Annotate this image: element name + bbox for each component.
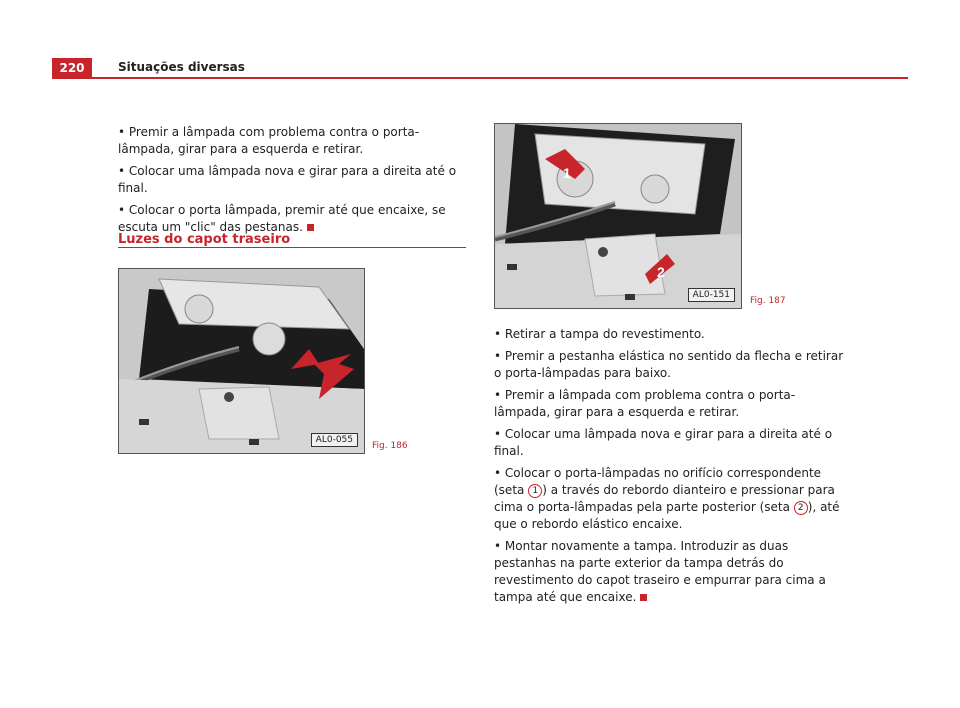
end-mark-icon — [307, 224, 314, 231]
instruction-text: ), até que o rebordo elástico encaixe. — [494, 500, 840, 531]
instruction-text: • Colocar o porta-lâmpadas no orifício correspondente (seta — [494, 466, 822, 497]
instruction-text: ) a través do rebordo dianteiro e pressionar para cima o porta-lâmpadas pela parte posterior (seta — [494, 483, 835, 514]
figure-187-label: Fig. 187 — [750, 296, 786, 306]
instruction-text: • Montar novamente a tampa. Introduzir as duas pestanhas na parte exterior da tampa detrás do revestimento do capot traseiro e empurrar para cima a tampa até que encaixe. — [494, 539, 826, 604]
instruction-paragraph: • Retirar a tampa do revestimento. — [494, 327, 705, 341]
lamp-housing-illustration — [119, 269, 364, 453]
page-number: 220 — [52, 58, 92, 78]
arrow-reference-1: 1 — [528, 484, 542, 498]
instruction-paragraph: • Premir a lâmpada com problema contra o porta-lâmpada, girar para a esquerda e retirar. — [118, 125, 420, 156]
section-rule — [118, 247, 466, 248]
lamp-socket-illustration — [495, 124, 741, 308]
instruction-text: • Colocar o porta lâmpada, premir até que encaixe, se escuta um "clic" das pestanas. — [118, 203, 446, 234]
instruction-paragraph: • Colocar uma lâmpada nova e girar para a direita até o final. — [118, 164, 457, 195]
page-header-title: Situações diversas — [118, 60, 245, 74]
header-rule — [52, 77, 908, 79]
instruction-paragraph — [118, 202, 466, 236]
figure-code: AL0-151 — [688, 288, 735, 302]
left-column-text — [118, 124, 466, 241]
figure-186-image — [118, 268, 365, 454]
figure-187-image — [494, 123, 742, 309]
instruction-paragraph: • Premir a lâmpada com problema contra o porta-lâmpada, girar para a esquerda e retirar. — [494, 388, 796, 419]
instruction-paragraph: • Colocar uma lâmpada nova e girar para a direita até o final. — [494, 427, 833, 458]
section-title: Luzes do capot traseiro — [118, 232, 291, 247]
arrow-reference-2: 2 — [794, 501, 808, 515]
figure-186-label: Fig. 186 — [372, 441, 408, 451]
right-column-text — [494, 326, 846, 611]
instruction-paragraph: • Premir a pestanha elástica no sentido da flecha e retirar o porta-lâmpadas para baixo. — [494, 349, 844, 380]
instruction-paragraph — [494, 465, 846, 533]
end-mark-icon — [640, 594, 647, 601]
instruction-paragraph — [494, 538, 846, 606]
figure-code: AL0-055 — [311, 433, 358, 447]
arrow-2-label: 2 — [657, 264, 665, 280]
arrow-1-label: 1 — [563, 165, 571, 181]
